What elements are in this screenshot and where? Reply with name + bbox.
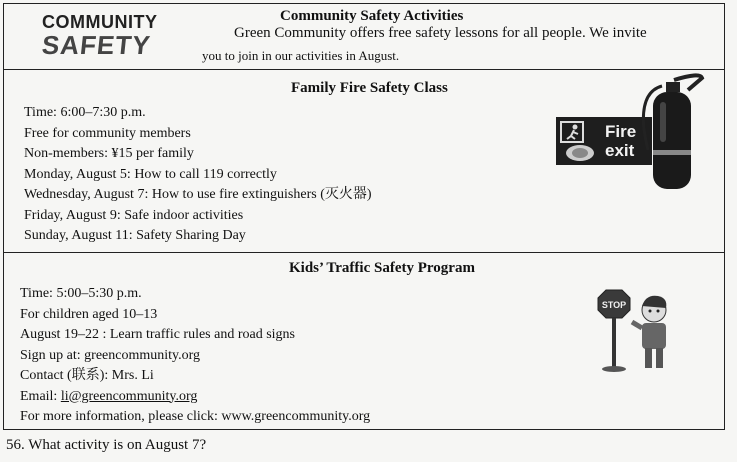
traffic-line: August 19–22 : Learn traffic rules and road signs bbox=[20, 327, 296, 342]
fire-class-line: Monday, August 5: How to call 119 correctly bbox=[24, 166, 277, 182]
fire-class-line: Sunday, August 11: Safety Sharing Day bbox=[24, 228, 246, 243]
intro-line-2: you to join in our activities in August. bbox=[202, 48, 400, 63]
fire-extinguisher-icon bbox=[622, 70, 712, 192]
traffic-line: For children aged 10–13 bbox=[20, 306, 158, 322]
stop-sign-text: STOP bbox=[601, 300, 627, 310]
fire-class-line: Wednesday, August 7: How to use fire extinguishers (灭火器) bbox=[24, 187, 372, 202]
fire-class-details bbox=[24, 103, 372, 247]
fire-class-line: Friday, August 9: Safe indoor activities bbox=[24, 207, 244, 223]
fire-class-title: Family Fire Safety Class bbox=[291, 80, 448, 96]
email-line bbox=[20, 387, 370, 408]
exit-word: exit bbox=[605, 141, 635, 160]
fire-class-line: Non-members: ¥15 per family bbox=[24, 146, 194, 161]
question-56: 56. What activity is on August 7? bbox=[6, 437, 207, 453]
traffic-line: Contact (联系): Mrs. Li bbox=[20, 368, 154, 383]
section-divider bbox=[3, 252, 725, 253]
email-label: Email: bbox=[20, 388, 61, 404]
traffic-program-title: Kids’ Traffic Safety Program bbox=[289, 260, 475, 276]
intro-line-1: Green Community offers free safety lessons for all people. We invite bbox=[234, 25, 647, 41]
more-info-line: For more information, please click: www.greencommunity.org bbox=[20, 409, 371, 424]
logo-top-text: COMMUNITY bbox=[42, 12, 158, 32]
email-link[interactable]: li@greencommunity.org bbox=[60, 388, 198, 404]
logo-bottom-text: SAFETY bbox=[40, 30, 153, 60]
traffic-line: Time: 5:00–5:30 p.m. bbox=[20, 286, 142, 301]
fire-class-line: Time: 6:00–7:30 p.m. bbox=[24, 105, 146, 120]
fire-class-line: Free for community members bbox=[24, 125, 191, 141]
running-man-icon bbox=[560, 121, 600, 161]
community-safety-logo bbox=[34, 10, 182, 62]
stop-sign-kid-icon bbox=[594, 286, 684, 376]
page-title: Community Safety Activities bbox=[280, 8, 464, 24]
traffic-line: Sign up at: greencommunity.org bbox=[20, 347, 201, 363]
traffic-program-details bbox=[20, 284, 370, 428]
fire-word: Fire bbox=[605, 122, 637, 141]
header-divider bbox=[3, 69, 725, 70]
